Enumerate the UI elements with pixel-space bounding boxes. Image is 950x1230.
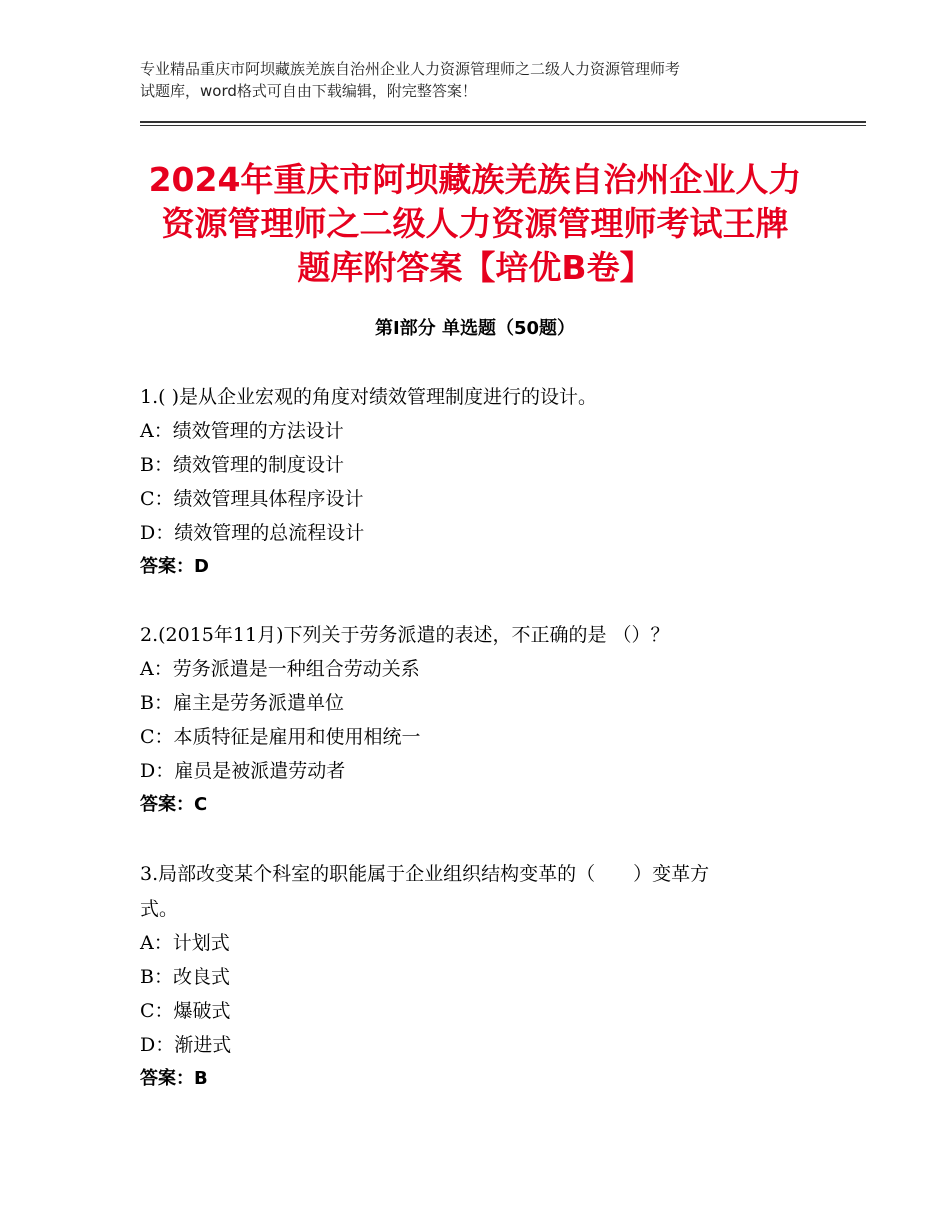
question-3-option-d: D：渐进式 [140, 1034, 232, 1056]
section-heading: 第Ⅰ部分 单选题（50题） [374, 318, 575, 339]
header-note-line-1: 专业精品重庆市阿坝藏族羌族自治州企业人力资源管理师之二级人力资源管理师考 [140, 60, 681, 78]
question-2-answer: 答案：C [140, 794, 208, 815]
question-3-option-c: C：爆破式 [140, 1000, 231, 1022]
question-2-stem: 2.(2015年11月)下列关于劳务派遣的表述，不正确的是 （）？ [140, 624, 670, 646]
question-1-option-a: A：绩效管理的方法设计 [140, 420, 344, 442]
question-2-option-c: C：本质特征是雇用和使用相统一 [140, 726, 421, 748]
question-3-option-b: B：改良式 [140, 966, 230, 988]
question-2-option-d: D：雇员是被派遣劳动者 [140, 760, 346, 782]
header-note-line-2: 试题库，word格式可自由下载编辑，附完整答案！ [140, 82, 477, 100]
title-line-1: 2024年重庆市阿坝藏族羌族自治州企业人力 [148, 160, 802, 199]
header-divider-thick [140, 121, 866, 123]
question-1-option-c: C：绩效管理具体程序设计 [140, 488, 364, 510]
question-2-option-b: B：雇主是劳务派遣单位 [140, 692, 344, 714]
title-line-2: 资源管理师之二级人力资源管理师考试王牌 [161, 204, 789, 243]
question-3-stem: 3.局部改变某个科室的职能属于企业组织结构变革的（ ）变革方 [140, 863, 710, 885]
document-title [110, 158, 840, 290]
question-1-answer: 答案：D [140, 556, 209, 577]
question-2-option-a: A：劳务派遣是一种组合劳动关系 [140, 658, 420, 680]
header-note [140, 58, 820, 102]
question-3-stem-continued: 式。 [140, 898, 179, 920]
question-1-option-b: B：绩效管理的制度设计 [140, 454, 344, 476]
question-1-option-d: D：绩效管理的总流程设计 [140, 522, 365, 544]
question-1-stem: 1.( )是从企业宏观的角度对绩效管理制度进行的设计。 [140, 386, 597, 408]
question-3-option-a: A：计划式 [140, 932, 230, 954]
title-line-3: 题库附答案【培优B卷】 [297, 248, 653, 287]
question-3-answer: 答案：B [140, 1068, 208, 1089]
header-divider-thin [140, 125, 866, 126]
